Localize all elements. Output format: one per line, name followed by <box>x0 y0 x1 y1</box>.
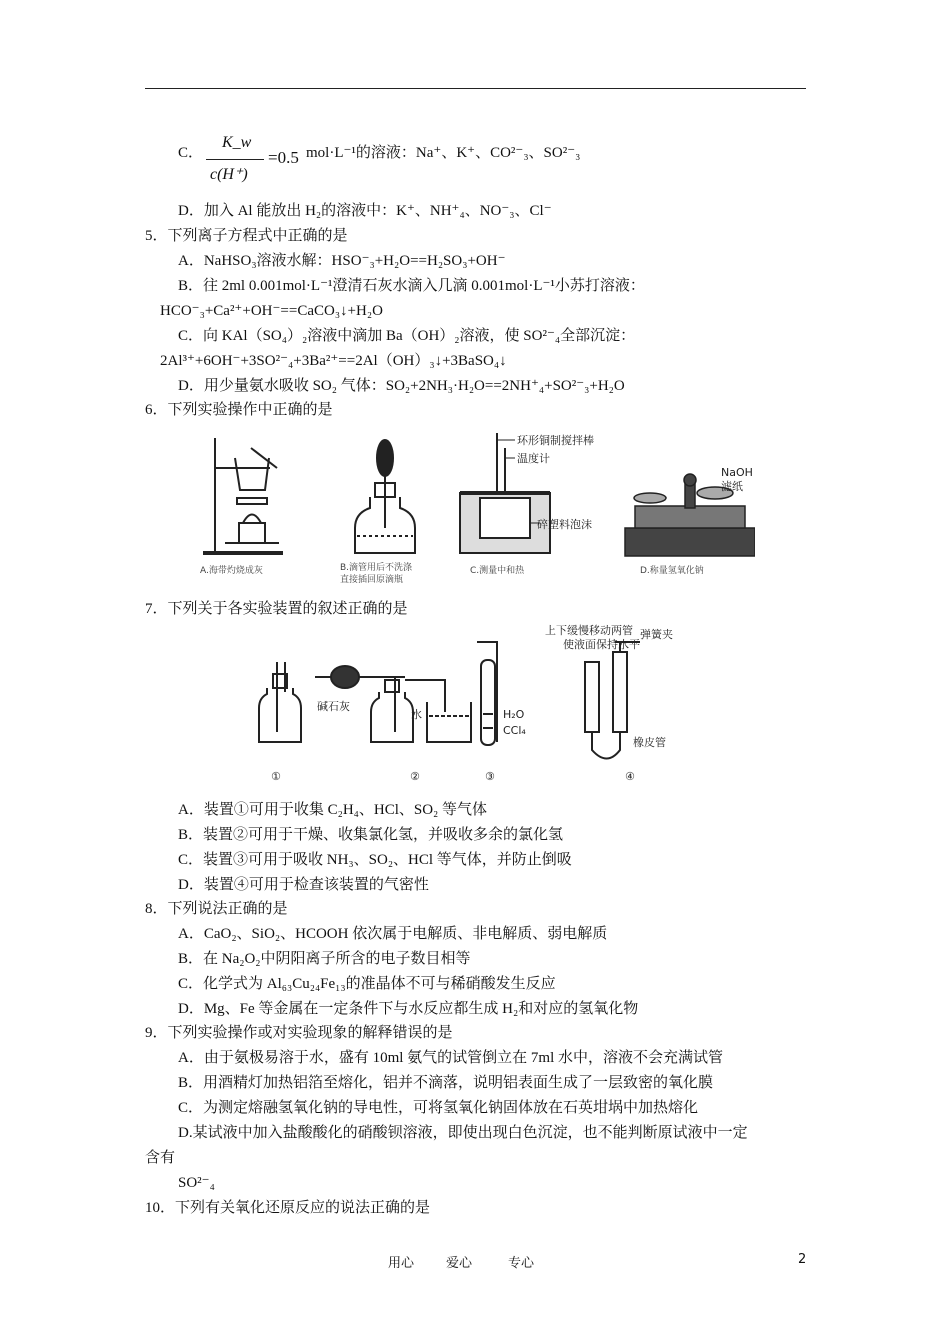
q8-option-d: D．Mg、Fe 等金属在一定条件下与水反应都生成 H₂和对应的氢氧化物 <box>178 1001 639 1017</box>
label-foam: 碎塑料泡沫 <box>537 518 592 531</box>
label-filter-paper: 滤纸 <box>721 480 743 493</box>
q5-option-a: A．NaHSO₃溶液水解：HSO⁻₃+H₂O==H₂SO₃+OH⁻ <box>178 253 506 269</box>
apparatus-3-tube <box>477 642 497 745</box>
header-rule <box>145 88 806 89</box>
label-num-4: ④ <box>625 770 635 783</box>
label-soda-lime: 碱石灰 <box>317 700 350 713</box>
label-num-2: ② <box>410 770 420 783</box>
label-water: 水 <box>411 708 422 721</box>
q4-option-c-prefix: C． <box>178 145 204 161</box>
apparatus-1-bottle <box>259 662 301 742</box>
caption-b-line1: B.滴管用后不洗涤 <box>340 563 413 573</box>
q8-option-b: B．在 Na₂O₂中阴阳离子所含的电子数目相等 <box>178 951 471 967</box>
label-num-3: ③ <box>485 770 495 783</box>
q8-option-a: A．CaO₂、SiO₂、HCOOH 依次属于电解质、非电解质、弱电解质 <box>178 926 608 942</box>
label-num-1: ① <box>271 770 281 783</box>
caption-b-line2: 直接插回原滴瓶 <box>340 575 404 585</box>
label-thermometer: 温度计 <box>517 452 550 465</box>
q5-option-b: B．往 2ml 0.001mol·L⁻¹澄清石灰水滴入几滴 0.001mol·L⁻¹小苏打溶液： <box>178 278 645 294</box>
q6-apparatus-figure <box>195 428 755 588</box>
label-ccl4: CCl₄ <box>503 724 526 737</box>
kw-fraction <box>204 134 264 188</box>
label-move-tubes: 上下缓慢移动两管 <box>545 624 633 637</box>
q6-stem: 6．下列实验操作中正确的是 <box>145 402 333 418</box>
label-spring-clip: 弹簧夹 <box>640 628 673 641</box>
label-h2o: H₂O <box>503 708 525 721</box>
fraction-denominator: c(H⁺) <box>210 166 248 183</box>
footer-left: 用心 <box>388 1256 415 1271</box>
fraction-numerator: K_w <box>222 134 252 151</box>
q5-stem: 5．下列离子方程式中正确的是 <box>145 228 348 244</box>
q9-option-c: C．为测定熔融氢氧化钠的导电性，可将氢氧化钠固体放在石英坩埚中加热熔化 <box>178 1100 699 1116</box>
q5-option-d: D．用少量氨水吸收 SO₂ 气体：SO₂+2NH₃·H₂O==2NH⁺₄+SO²⁻₃+H₂O <box>178 378 625 394</box>
q7-stem: 7．下列关于各实验装置的叙述正确的是 <box>145 601 408 617</box>
q9-option-b: B．用酒精灯加热铝箔至熔化，铝并不滴落，说明铝表面生成了一层致密的氧化膜 <box>178 1075 714 1091</box>
caption-a: A.海带灼烧成灰 <box>200 566 263 576</box>
q7-option-d: D．装置④可用于检查该装置的气密性 <box>178 877 429 893</box>
page-number: 2 <box>798 1252 807 1267</box>
fraction-equals: =0.5 <box>268 148 299 167</box>
q7-apparatus-figure <box>245 622 725 790</box>
q9-option-d-cont: 含有 <box>145 1150 176 1166</box>
footer-mid: 爱心 <box>446 1256 473 1271</box>
label-keep-level: 使液面保持水平 <box>563 638 640 651</box>
q5-option-b-equation: HCO⁻₃+Ca²⁺+OH⁻==CaCO₃↓+H₂O <box>160 303 383 319</box>
figure-b-dropper <box>355 440 415 553</box>
label-naoh: NaOH <box>721 466 753 479</box>
q4-option-c-text: mol·L⁻¹的溶液：Na⁺、K⁺、CO²⁻₃、SO²⁻₃ <box>306 145 581 161</box>
q5-option-c-equation: 2Al³⁺+6OH⁻+3SO²⁻₄+3Ba²⁺==2Al（OH）₃↓+3BaSO₄↓ <box>160 353 507 369</box>
figure-c-calorimeter <box>460 433 550 553</box>
q7-option-a: A．装置①可用于收集 C₂H₄、HCl、SO₂ 等气体 <box>178 802 488 818</box>
q7-option-c: C．装置③可用于吸收 NH₃、SO₂、HCl 等气体，并防止倒吸 <box>178 852 572 868</box>
q5-option-c: C．向 KAl（SO₄）₂溶液中滴加 Ba（OH）₂溶液，使 SO²⁻₄全部沉淀： <box>178 328 636 344</box>
figure-a-ignition <box>203 438 283 553</box>
q8-stem: 8．下列说法正确的是 <box>145 901 288 917</box>
q4-option-d: D．加入 Al 能放出 H₂的溶液中：K⁺、NH⁺₄、NO⁻₃、Cl⁻ <box>178 203 552 219</box>
fraction-bar <box>206 159 264 160</box>
caption-d: D.称量氢氧化钠 <box>640 566 704 576</box>
q8-option-c: C．化学式为 Al₆₃Cu₂₄Fe₁₃的准晶体不可与稀硝酸发生反应 <box>178 976 556 992</box>
apparatus-4-gas-burette <box>585 642 640 759</box>
footer-right: 专心 <box>508 1256 535 1271</box>
q10-stem: 10．下列有关氧化还原反应的说法正确的是 <box>145 1200 431 1216</box>
q9-stem: 9．下列实验操作或对实验现象的解释错误的是 <box>145 1025 453 1041</box>
q9-option-d: D.某试液中加入盐酸酸化的硝酸钡溶液，即使出现白色沉淀，也不能判断原试液中一定 <box>178 1125 748 1141</box>
q7-option-b: B．装置②可用于干燥、收集氯化氢，并吸收多余的氯化氢 <box>178 827 564 843</box>
label-stirrer: 环形铜制搅拌棒 <box>517 434 594 447</box>
q9-option-d-ion: SO²⁻₄ <box>178 1175 215 1191</box>
label-rubber-tube: 橡皮管 <box>633 736 666 749</box>
caption-c: C.测量中和热 <box>470 566 525 576</box>
q9-option-a: A．由于氨极易溶于水，盛有 10ml 氨气的试管倒立在 7ml 水中，溶液不会充满试管 <box>178 1050 724 1066</box>
